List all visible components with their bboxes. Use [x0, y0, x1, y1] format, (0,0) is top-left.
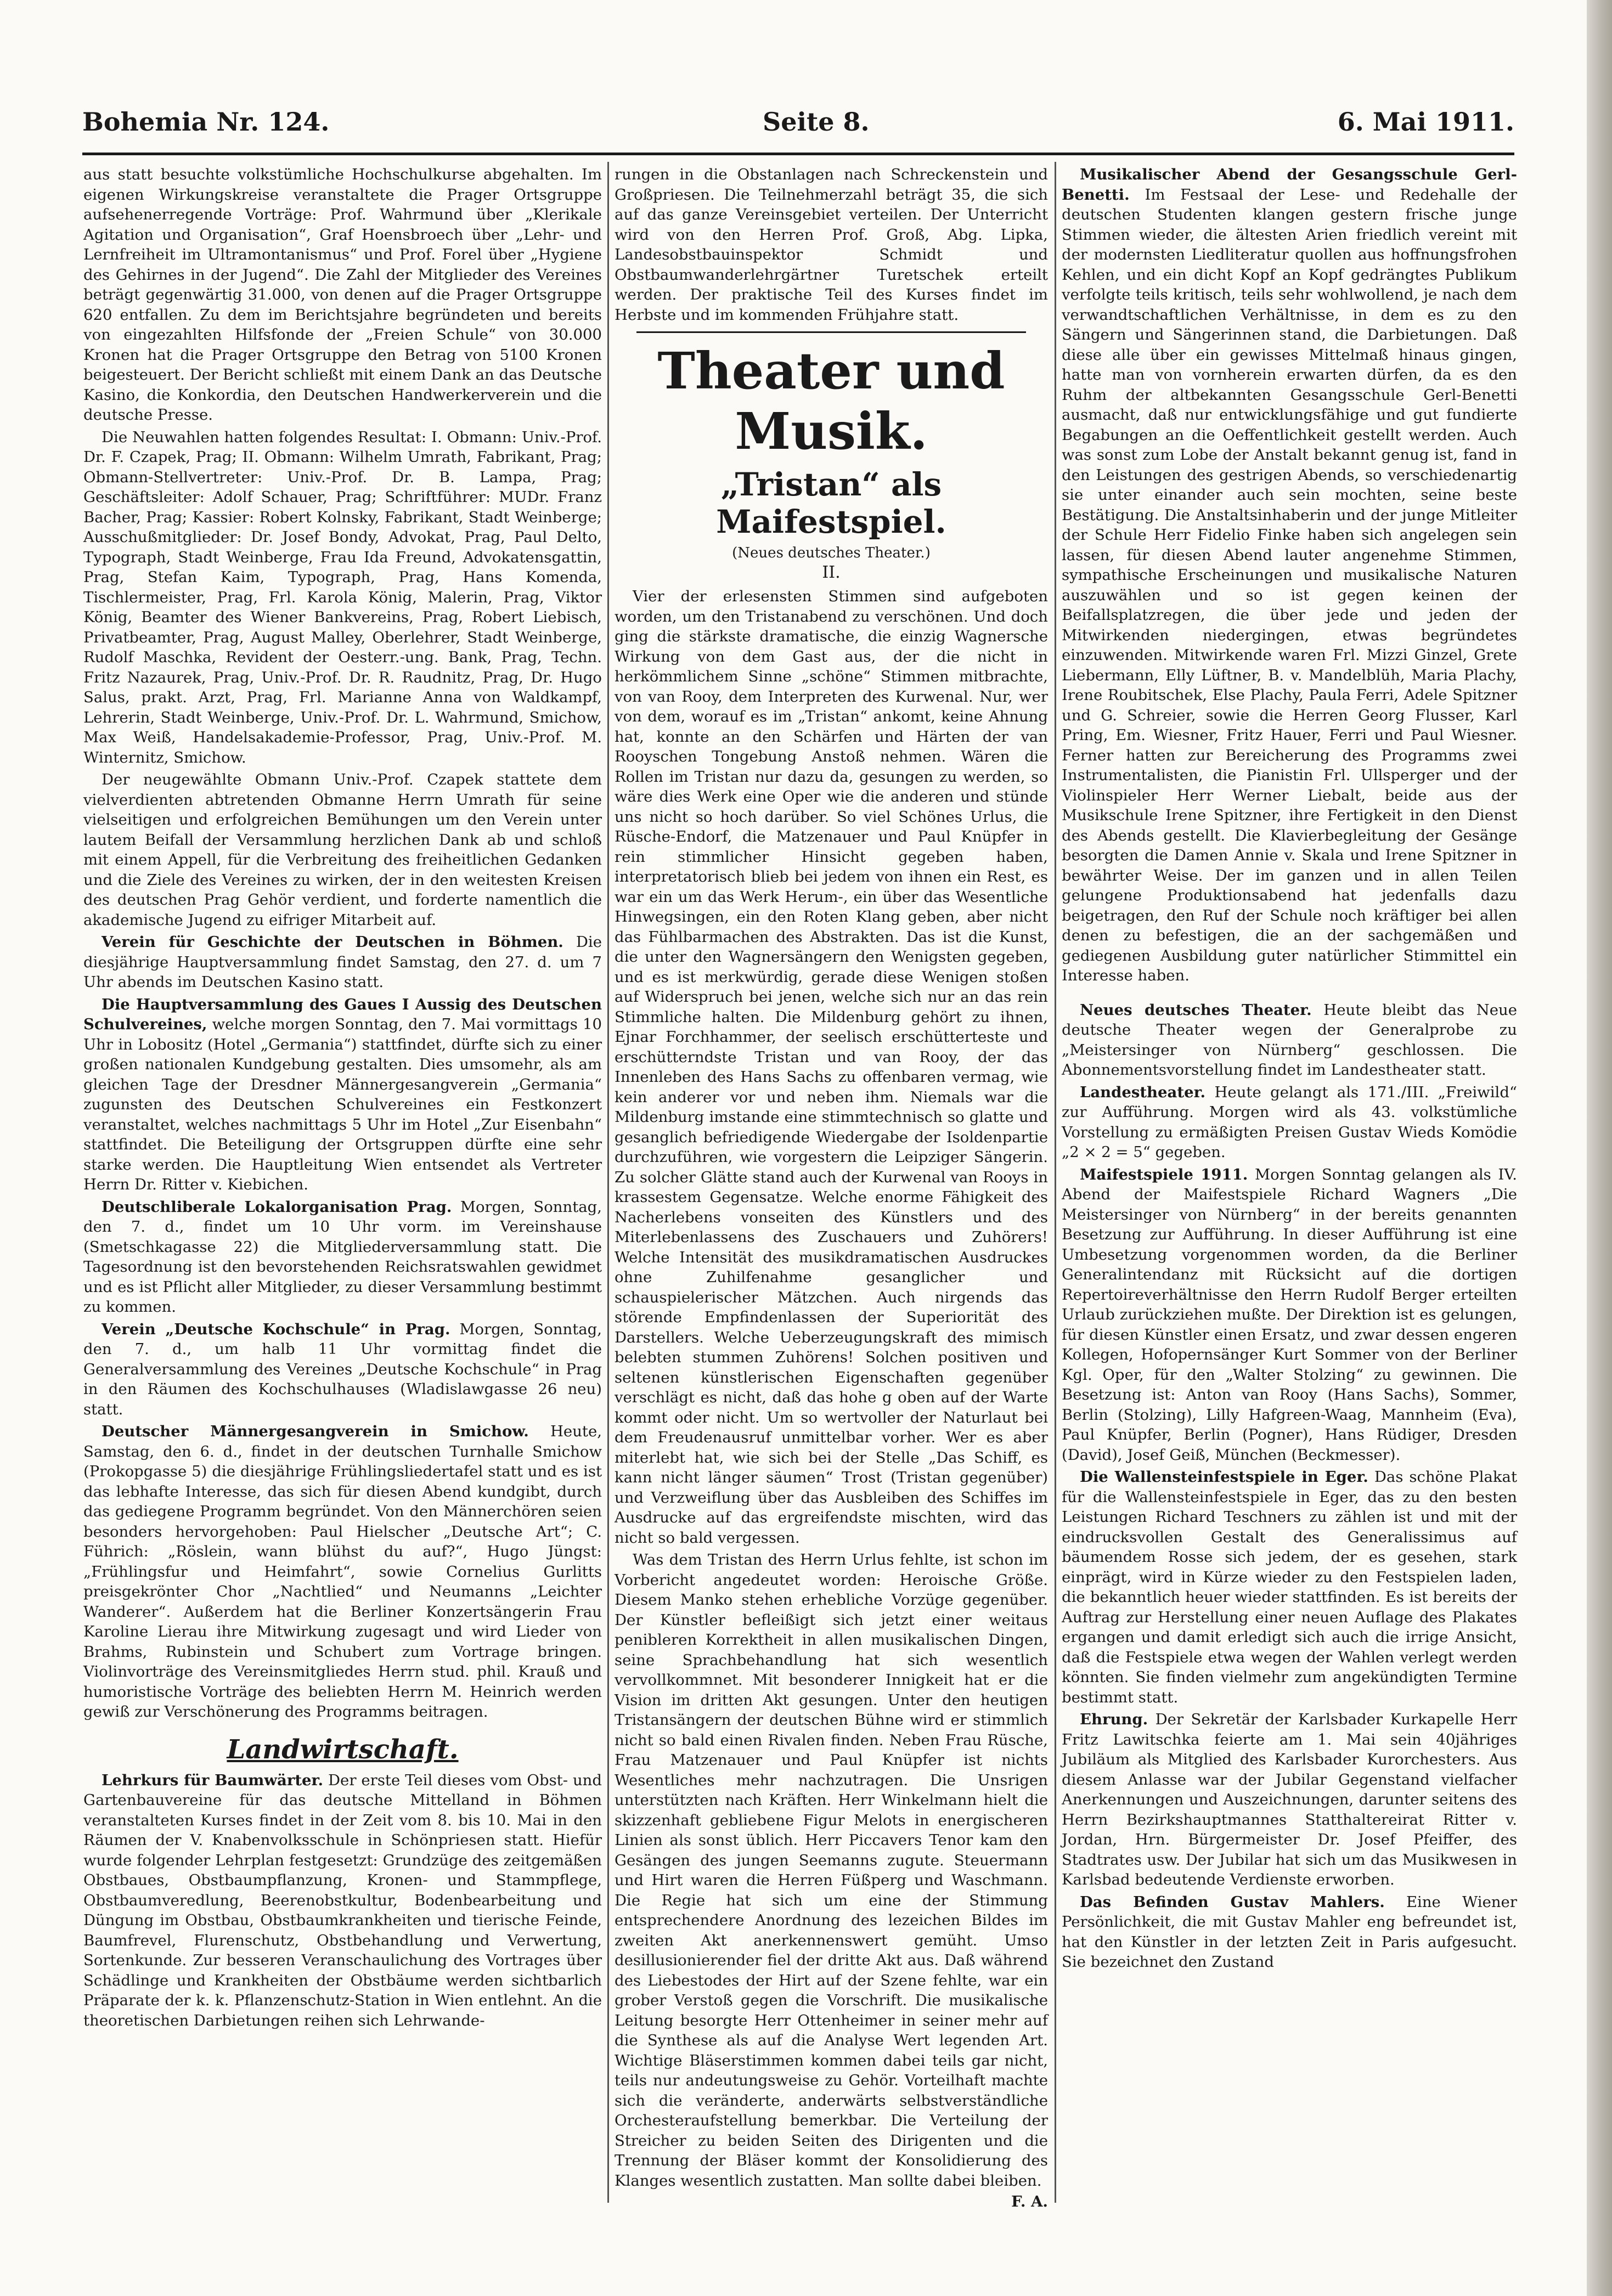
item-text: Die diesjährige Hauptversammlung findet Samstag, den 27. d. um 7 Uhr abends im Deutschen Kasino statt.: [83, 933, 602, 991]
news-item: [83, 1319, 602, 1420]
article-text: Vier der erlesensten Stimmen sind aufgeboten worden, um den Tristanabend zu verschönen. Und doch ging die stärkste dramatische, die einzig Wagnersche Wirkung von dem Gast aus, der die nicht in herkömmlichem Sinne „schöne“ Stimmen mitbrachte, von van Rooy, dem Interpreten des Kurwenal. Nur, wer von dem, worauf es im „Tristan“ ankomt, keine Ahnung hat, konnte an den Schärfen und Härten der van Rooyschen Tongebung Anstoß nehmen. Wären die Rollen im Tristan nur dazu da, gesungen zu werden, so wäre dies Werk eine Oper wie die anderen und stünde uns nicht so hoch darüber. So viel Schönes Urlus, die Rüsche-Endorf, die Matzenauer und Paul Knüpfer in rein stimmlicher Hinsicht gegeben haben, interpretatorisch blieb bei jedem von ihnen ein Rest, es war ein um das Werk Herum-, ein über das Wesentliche Hinwegsingen, ein den Roten Klang geben, aber nicht das Fühlbarmachen des Abstrakten. Das ist die Kunst, die unter den Wagnersängern den Wenigsten gegeben, und es ist merkwürdig, gerade diese Wenigen stoßen auf Widerspruch bei jenen, welche sich nur an das rein Stimmliche halten. Die Mildenburg gehört zu ihnen, Ejnar Forchhammer, der seelisch erschütterteste und erschütterndste Tristan und van Rooy, der das Innenleben des Hans Sachs zu offenbaren vermag, wie kein anderer vor und neben ihm. Niemals war die Mildenburg imstande eine stimmtechnisch so glatte und gesanglich befriedigende Wiedergabe der Isoldenpartie durchzuführen, wie vorgestern die Leipziger Sängerin. Zu solcher Glätte stand auch der Kurwenal van Rooys in krassestem Gegensatze. Welche enorme Fähigkeit des Nacherlebens vonseiten des Künstlers und des Miterlebenlassens des Zuschauers und Zuhörers! Welche Intensität des musikdramatischen Ausdruckes ohne Zuhilfenahme gesanglicher und schauspielerischer Mätzchen. Auch nirgends das störende Empfindenlassen der Superiorität des Darstellers. Welche Ueberzeugungskraft des mimisch belebten stummen Zuhörens! Solchen positiven und seltenen künstlerischen Eigenschaften gegenüber verschlägt es nicht, daß das hohe g oben auf der Warte kommt oder nicht. Um so wertvoller der Naturlaut bei dem Freudenausruf unmittelbar vorher. Wer es aber miterlebt hat, wie sich bei der Stelle „Das Schiff, es kann nicht länger säumen“ Trost (Tristan gegenüber) und Verzweiflung über das Ausbleiben des Schiffes im Ausdrucke auf das ergreifendste mischten, wird das nicht so bald vergessen.: [615, 588, 1048, 1547]
article-title: „Tristan“ als Maifestspiel.: [716, 466, 946, 540]
item-heading: Verein für Geschichte der Deutschen in Böhmen.: [102, 933, 563, 951]
item-heading: Musikalischer Abend der Gesangsschule Gerl-Benetti.: [1062, 166, 1517, 204]
news-item: [1062, 1082, 1517, 1163]
item-heading: Lehrkurs für Baumwärter.: [102, 1771, 324, 1789]
article-venue: (Neues deutsches Theater.): [732, 545, 931, 561]
item-heading: Die Hauptversammlung des Gaues I Aussig des Deutschen Schulvereines,: [83, 995, 602, 1033]
section-heading-theater: Theater und Musik.: [657, 341, 1005, 461]
item-heading: Das Befinden Gustav Mahlers.: [1080, 1893, 1385, 1911]
item-heading: Maifestspiele 1911.: [1080, 1165, 1248, 1183]
news-item: [1062, 1165, 1517, 1465]
item-text: Der Sekretär der Karlsbader Kurkapelle Herr Fritz Lawitschka feierte am 1. Mai sein 40jähriges Jubiläum als Mitglied des Karlsbader Kurorchesters. Aus diesem Anlasse war der Jubilar Gegenstand vielfacher Anerkennungen und Auszeichnungen, darunter seitens des Herrn Bezirkshauptmannes Statthaltereirat Ritter v. Jordan, Hrn. Bürgermeister Dr. Josef Pfeiffer, des Stadtrates usw. Der Jubilar hat sich um das Musikwesen in Karlsbad bedeutende Verdienste erworben.: [1062, 1711, 1517, 1888]
news-item: [83, 1197, 602, 1317]
news-item: [83, 995, 602, 1195]
column-3: [1062, 165, 1517, 2195]
column-1: [83, 165, 602, 2195]
item-text: Der erste Teil dieses vom Obst- und Gartenbauvereine für das deutsche Mittelland in Böhmen veranstalteten Kurses findet in der Zeit vom 8. bis 10. Mai in den Räumen der V. Knabenvolksschule in Schönpriesen statt. Hiefür wurde folgender Lehrplan festgesetzt: Grundzüge des zeitgemäßen Obstbaues, Obstbaumpflanzung, Kronen- und Stammpflege, Obstbaumveredlung, Beerenobstkultur, Bodenbearbeitung und Düngung im Obstbau, Obstbaumkrankheiten und tierische Feinde, Baumfrevel, Flurenschutz, Obstbehandlung und Verwertung, Sortenkunde. Zur besseren Veranschaulichung des Vortrages über Schädlinge und Krankheiten der Obstbäume werden sichtbarlich Präparate der k. k. Pflanzenschutz-Station in Wien entlehnt. An die theoretischen Darbietungen reihen sich Lehrwande-: [83, 1771, 602, 2029]
header-rule: [82, 153, 1514, 155]
page-fold-shadow: [1587, 0, 1612, 2296]
item-text: Im Festsaal der Lese- und Redehalle der deutschen Studenten klangen gestern frische junge Stimmen wieder, die ältesten Arien friedlich vereint mit der modernsten Liedliteratur quollen aus hoffnungsfrohen Kehlen, und ein dicht Kopf an Kopf gedrängtes Publikum verfolgte teils kritisch, teils sehr wohlwollend, je nach dem verwandtschaftlichen Verhältnisse, in dem es zu den Sängern und Sängerinnen stand, die Darbietungen. Daß diese alle über ein gewisses Mittelmaß hinaus gingen, hatte man von vornherein erwarten dürfen, da es den Ruhm der altbekannten Gesangsschule Gerl-Benetti ausmacht, daß nur entwicklungsfähige und gut fundierte Begabungen an die Oeffentlichkeit gestellt werden. Auch was sonst zum Lobe der Anstalt bekannt genug ist, fand in den Leistungen des gestrigen Abends, so verschiedenartig sie unter einander auch sein mochten, seine beste Bestätigung. Die Anstaltsinhaberin und der junge Mitleiter der Schule Herr Fidelio Finke haben sich angelegen sein lassen, für diesen Abend lauter angenehme Stimmen, sympathische Erscheinungen und musikalische Naturen auszuwählen und so ist gegen keinen der Beifallsplatzregen, die über jede und jeden der Mitwirkenden niedergingen, etwas begründetes einzuwenden. Mitwirkende waren Frl. Mizzi Ginzel, Grete Liebermann, Elly Lüftner, B. v. Mandelblüh, Maria Plachy, Irene Roubitschek, Else Plachy, Paula Ferri, Adele Spitzner und G. Schreier, sowie die Herren Georg Flusser, Karl Pring, Em. Wiesner, Fritz Hauer, Ferri und Paul Wiesner. Ferner hatten zur Bereicherung des Programms zwei Instrumentalisten, die Pianistin Frl. Ullsperger und der Violinspieler Herr Werner Liebalt, beide aus der Musikschule Irene Spitzner, ihre Fertigkeit in den Dienst des Abends gestellt. Die Klavierbegleitung der Gesänge besorgten die Damen Annie v. Skala und Irene Spitzner in bewährter Weise. Der im ganzen und in allen Teilen gelungene Produktionsabend hat jedenfalls dazu beigetragen, den Ruf der Schule noch kräftiger bei allen denen zu befestigen, die an der sachgemäßen und gediegenen Ausbildung guter natürlicher Stimmittel ein Interesse haben.: [1062, 185, 1517, 984]
news-item: [1062, 1892, 1517, 1972]
item-text: Morgen, Sonntag, den 7. d., um halb 11 Uhr vormittag findet die Generalversammlung des Vereines „Deutsche Kochschule“ in Prag in den Räumen des Kochschulhauses (Wladislawgasse 26 neu) statt.: [83, 1320, 602, 1418]
item-heading: Deutschliberale Lokalorganisation Prag.: [102, 1198, 452, 1216]
news-item: [1062, 1710, 1517, 1890]
item-heading: Verein „Deutsche Kochschule“ in Prag.: [102, 1320, 450, 1338]
article-part: II.: [822, 563, 841, 582]
column-2: [615, 165, 1048, 2210]
news-item: [83, 932, 602, 992]
header-masthead: Bohemia Nr. 124.: [82, 107, 330, 137]
page-header: [82, 107, 1514, 145]
section-heading-landwirtschaft: Landwirtschaft.: [227, 1734, 459, 1765]
column-rule-2: [1055, 162, 1056, 2203]
item-heading: Neues deutsches Theater.: [1080, 1001, 1312, 1019]
news-item: [83, 1421, 602, 1722]
article-text: aus statt besuchte volkstümliche Hochschulkurse abgehalten. Im eigenen Wirkungskreise veranstaltete die Prager Ortsgruppe aufsehenerregende Vorträge: Prof. Wahrmund über „Klerikale Agitation und Organisation“, Graf Hoensbroech über „Lehr- und Lernfreiheit im Ultramontanismus“ und Prof. Forel über „Hygiene des Gehirnes in der Jugend“. Die Zahl der Mitglieder des Vereines beträgt gegenwärtig 31.000, von denen auf die Prager Ortsgruppe 620 entfallen. Zu dem im Berichtsjahre begründeten und bereits von eingezahlten Hilfsfonde der „Freien Schule“ von 30.000 Kronen hat die Prager Ortsgruppe den Betrag von 5100 Kronen beigesteuert. Der Bericht schließt mit einem Dank an das Deutsche Kasino, die Konkordia, den Deutschen Handwerkerverein und die deutsche Presse.: [83, 166, 602, 424]
article-signature: F. A.: [1011, 2193, 1048, 2210]
item-text: welche morgen Sonntag, den 7. Mai vormittags 10 Uhr in Lobositz (Hotel „Germania“) stattfindet, dürfte sich zu einer großen nationalen Kundgebung gestalten. Dies umsomehr, als am gleichen Tage der Dresdner Männergesangverein „Germania“ zugunsten des Deutschen Schulvereines ein Festkonzert veranstaltet, welches nachmittags 5 Uhr im Hotel „Zur Eisenbahn“ stattfindet. Die Beteiligung der Ortsgruppen dürfte eine sehr starke werden. Die Hauptleitung Wien entsendet als Vertreter Herrn Dr. Ritter v. Kiebichen.: [83, 1016, 602, 1193]
news-item: [1062, 1000, 1517, 1080]
article-text: rungen in die Obstanlagen nach Schreckenstein und Großpriesen. Die Teilnehmerzahl beträgt 35, die sich auf das ganze Vereinsgebiet verteilen. Der Unterricht wird von den Herren Prof. Groß, Abg. Lipka, Landesobstbauinspektor Schmidt und Obstbaumwanderlehrgärtner Turetschek erteilt werden. Der praktische Teil des Kurses findet im Herbste und im kommenden Frühjahre statt.: [615, 166, 1048, 324]
article-text: Der neugewählte Obmann Univ.-Prof. Czapek stattete dem vielverdienten abtretenden Obmanne Herrn Umrath für seine vielseitigen und erfolgreichen Bemühungen um den Verein unter lautem Beifall der Versammlung herzlichen Dank ab und schloß mit einem Appell, für die Verbreitung des freiheitlichen Gedanken und die Ziele des Vereines zu wirken, der in den weitesten Kreisen des deutschen Prag Gehör verdient, und forderte namentlich die akademische Jugend zu eifriger Mitarbeit auf.: [83, 771, 602, 929]
header-date: 6. Mai 1911.: [1337, 107, 1514, 137]
item-heading: Die Wallensteinfestspiele in Eger.: [1080, 1468, 1368, 1486]
item-heading: Deutscher Männergesangverein in Smichow.: [102, 1423, 529, 1440]
article-text: Was dem Tristan des Herrn Urlus fehlte, ist schon im Vorbericht angedeutet worden: Heroische Größe. Diesem Manko stehen erhebliche Vorzüge gegenüber. Der Künstler befleißigt sich jetzt einer weitaus penibleren Korrektheit in allen musikalischen Dingen, seine Sprachbehandlung hat sich wesentlich vervollkommnet. Mit besonderer Innigkeit hat er die Vision im dritten Akt gesungen. Unter den heutigen Tristansängern der deutschen Bühne wird er stimmlich nicht so bald einen Rivalen finden. Neben Frau Rüsche, Frau Matzenauer und Paul Knüpfer ist nichts Wesentliches mehr nachzutragen. Die Unsrigen unterstützten nach Kräften. Herr Winkelmann hielt die skizzenhaft gebliebene Figur Melots in energischeren Linien als sonst üblich. Herr Piccavers Tenor kam den Gesängen des jungen Seemanns zugute. Steuermann und Hirt waren die Herren Füßperg und Waschmann. Die Regie hat sich um eine der Stimmung entsprechendere Anordnung des lezeichen Bildes im zweiten Akt anerkennenswert gemüht. Umso desillusionierender fiel der dritte Akt aus. Daß während des Liebestodes der Hirt auf der Szene fehlte, war ein grober Verstoß gegen die Vorschrift. Die musikalische Leitung besorgte Herr Ottenheimer in seiner mehr auf die Synthese als auf die Analyse Wert legenden Art. Wichtige Bläserstimmen kommen dabei teils gar nicht, teils nur andeutungsweise zu Gehör. Vorteilhaft machte sich die veränderte, anderwärts selbstverständliche Orchesteraufstellung bemerkbar. Die Verteilung der Streicher zu beiden Seiten des Dirigenten und die Trennung der Bläser kommt der Konsolidierung des Klanges wesentlich zustatten. Man sollte dabei bleiben.: [615, 1551, 1048, 2190]
item-text: Heute bleibt das Neue deutsche Theater wegen der Generalprobe zu „Meistersinger von Nürnberg“ geschlossen. Die Abonnementsvorstellung findet im Landestheater statt.: [1062, 1001, 1517, 1079]
column-rule-1: [607, 162, 609, 2203]
item-text: Das schöne Plakat für die Wallensteinfestspiele in Eger, das zu den besten Leistungen Richard Teschners zu zählen ist und mit der eindrucksvollen Gestalt des Generalissimus auf bäumendem Rosse sich jedem, der es gesehen, stark einprägt, wird in Kürze wieder zu den Festspielen laden, die bekanntlich heuer wieder stattfinden. Es ist bereits der Auftrag zur Herstellung einer neuen Auflage des Plakates ergangen und damit erledigt sich auch die irrige Ansicht, daß die Festspiele etwa wegen der Wahlen verlegt werden könnten. Sie finden vielmehr zum angekündigten Termine bestimmt statt.: [1062, 1468, 1517, 1706]
item-text: Heute gelangt als 171./III. „Freiwild“ zur Aufführung. Morgen wird als 43. volkstümliche Vorstellung zu ermäßigten Preisen Gustav Wieds Komödie „2 × 2 = 5“ gegeben.: [1062, 1083, 1517, 1161]
news-item: [83, 1770, 602, 2031]
header-page-number: Seite 8.: [763, 107, 870, 137]
section-divider: [636, 331, 1026, 333]
item-text: Eine Wiener Persönlichkeit, die mit Gustav Mahler eng befreundet ist, hat den Künstler in der letzten Zeit in Paris aufgesucht. Sie bezeichnet den Zustand: [1062, 1893, 1517, 1971]
item-text: Morgen, Sonntag, den 7. d., findet um 10 Uhr vorm. im Vereinshause (Smetschkagasse 22) die Mitgliederversammlung statt. Die Tagesordnung ist den bevorstehenden Reichsratswahlen gewidmet und es ist Pflicht aller Mitglieder, zu dieser Versammlung bestimmt zu kommen.: [83, 1198, 602, 1316]
item-text: Morgen Sonntag gelangen als IV. Abend der Maifestspiele Richard Wagners „Die Meistersinger von Nürnberg“ in der bereits genannten Besetzung zur Aufführung. In dieser Aufführung ist eine Umbesetzung vorgenommen worden, da die Berliner Generalintendanz mit Rücksicht auf die dortigen Repertoireverhältnisse den Herrn Rudolf Berger erteilten Urlaub zurückziehen mußte. Der Direktion ist es gelungen, für diesen Künstler einen Ersatz, und zwar dessen engeren Kollegen, Hofopernsänger Kurt Sommer von der Berliner Kgl. Oper, für den „Walter Stolzing“ zu gewinnen. Die Besetzung ist: Anton van Rooy (Hans Sachs), Sommer, Berlin (Stolzing), Lilly Hafgreen-Waag, Mannheim (Eva), Paul Knüpfer, Berlin (Pogner), Hans Rüdiger, Dresden (David), Josef Geiß, München (Beckmesser).: [1062, 1165, 1517, 1464]
item-text: Heute, Samstag, den 6. d., findet in der deutschen Turnhalle Smichow (Prokopgasse 5) die diesjährige Frühlingsliedertafel statt und es ist das lebhafte Interesse, das sich für diesen Abend kundgibt, durch das gediegene Programm begründet. Von den Männerchören seien besonders hervorgehoben: Paul Hielscher „Deutsche Art“; C. Führich: „Röslein, wann blühst du auf?“, Hugo Jüngst: „Frühlingsfur und Heimfahrt“, sowie Cornelius Gurlitts preisgekrönter Chor „Nachtlied“ und Neumanns „Leichter Wanderer“. Außerdem hat die Berliner Konzertsängerin Frau Karoline Lierau ihre Mitwirkung zugesagt und wird Lieder von Brahms, Rubinstein und Schubert zum Vortrage bringen. Violinvorträge des Vereinsmitgliedes Herrn stud. phil. Krauß und humoristische Vorträge des beliebten Herrn M. Heinrich werden gewiß zur Verschönerung des Programms beitragen.: [83, 1423, 602, 1720]
item-heading: Landestheater.: [1080, 1083, 1206, 1101]
news-item: [1062, 1467, 1517, 1707]
item-heading: Ehrung.: [1080, 1711, 1148, 1728]
news-item: [1062, 165, 1517, 986]
article-text: Die Neuwahlen hatten folgendes Resultat: I. Obmann: Univ.-Prof. Dr. F. Czapek, Prag; II. Obmann: Wilhelm Umrath, Fabrikant, Prag; Obmann-Stellvertreter: Univ.-Prof. Dr. B. Lampa, Prag; Geschäftsleiter: Adolf Schauer, Prag; Schriftführer: MUDr. Franz Bacher, Prag; Kassier: Robert Kolnsky, Fabrikant, Stadt Weinberge; Ausschußmitglieder: Dr. Josef Bondy, Advokat, Prag, Paul Delto, Typograph, Stadt Weinberge, Frau Ida Freund, Advokatensgattin, Prag, Stefan Kaim, Typograph, Prag, Hans Komenda, Tischlermeister, Prag, Frl. Karola König, Malerin, Prag, Viktor König, Beamter des Wiener Bankvereins, Prag, Robert Liebisch, Privatbeamter, Prag, August Malley, Oberlehrer, Stadt Weinberge, Rudolf Maschka, Revident der Oesterr.-ung. Bank, Prag, Techn. Fritz Nazaurek, Prag, Univ.-Prof. Dr. R. Raudnitz, Prag, Dr. Hugo Salus, prakt. Arzt, Prag, Frl. Marianne Anna von Waldkampf, Lehrerin, Stadt Weinberge, Univ.-Prof. Dr. L. Wahrmund, Smichow, Max Weiß, Handelsakademie-Professor, Prag, Univ.-Prof. M. Winternitz, Smichow.: [83, 428, 602, 766]
